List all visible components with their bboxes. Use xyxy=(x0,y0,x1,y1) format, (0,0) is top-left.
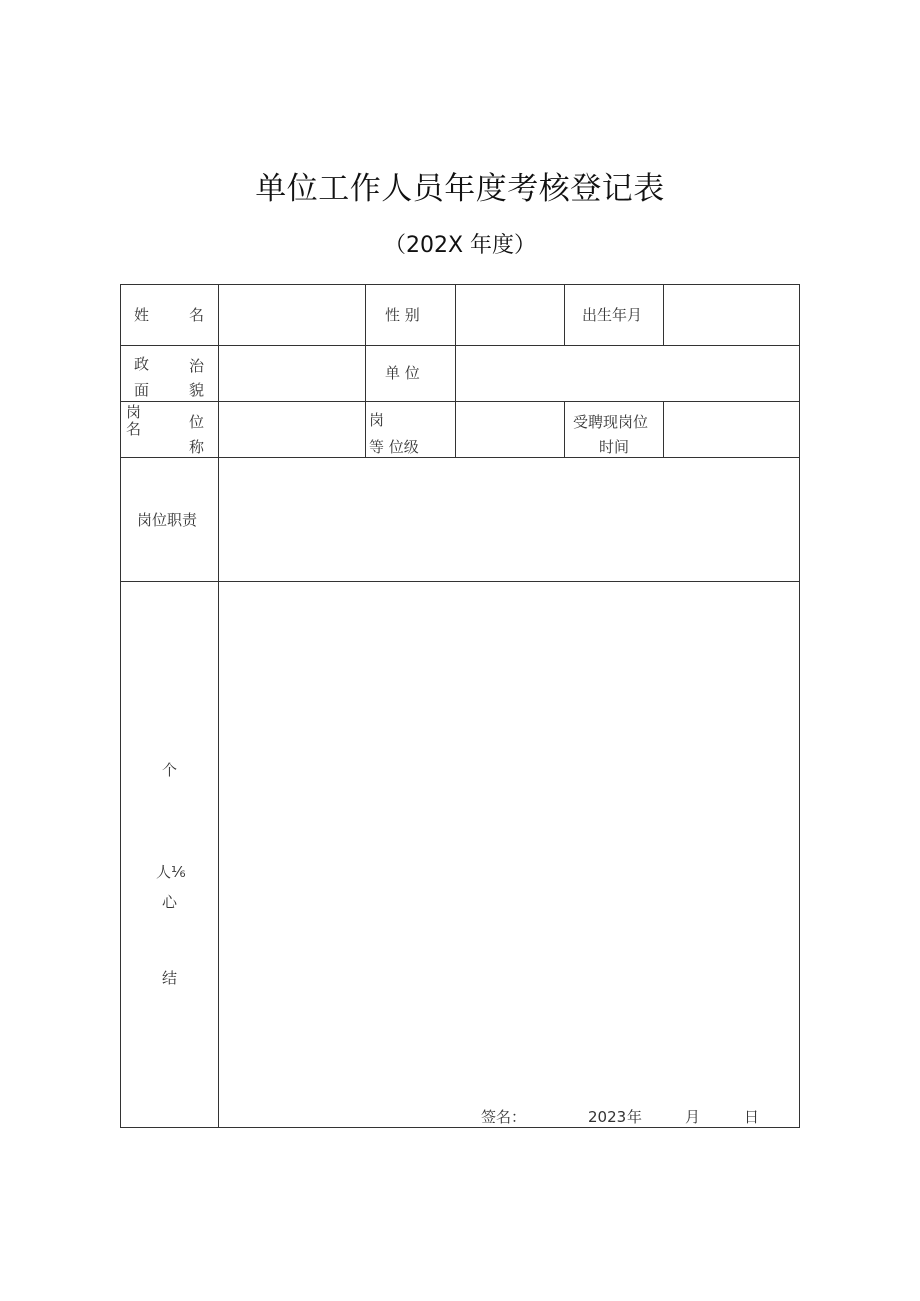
signature-year-unit: 年 xyxy=(627,1108,643,1126)
appraisal-form-table xyxy=(120,284,800,1128)
post-title-label: 岗 xyxy=(126,403,142,421)
birth-date-field[interactable] xyxy=(664,286,799,345)
signature-day-unit: 日 xyxy=(744,1108,760,1126)
political-status-label: 面 xyxy=(134,381,150,399)
summary-label: 人⅙ xyxy=(156,863,186,881)
summary-field[interactable] xyxy=(219,582,799,1102)
post-grade-label: 等 位级 xyxy=(369,438,419,456)
form-title: 单位工作人员年度考核登记表 xyxy=(255,171,665,207)
name-field[interactable] xyxy=(219,286,365,345)
hire-time-label: 受聘现岗位 xyxy=(573,413,649,431)
birth-date-label: 出生年月 xyxy=(582,306,643,324)
political-status-label: 貌 xyxy=(189,381,205,399)
post-title-label: 名 xyxy=(126,420,142,438)
post-title-label: 称 xyxy=(189,438,205,456)
hire-time-label: 时间 xyxy=(599,438,630,456)
duties-field[interactable] xyxy=(219,458,799,581)
unit-field[interactable] xyxy=(456,346,799,401)
hire-time-field[interactable] xyxy=(664,402,799,457)
post-title-label: 位 xyxy=(189,413,205,431)
summary-label: 心 xyxy=(162,893,178,911)
signature-year: 2023 xyxy=(588,1108,627,1126)
name-label: 名 xyxy=(189,306,205,324)
political-status-field[interactable] xyxy=(219,346,365,401)
unit-label: 单 位 xyxy=(385,364,420,382)
col-divider xyxy=(365,285,366,457)
post-grade-field[interactable] xyxy=(456,402,564,457)
post-title-field[interactable] xyxy=(219,402,365,457)
col-divider xyxy=(564,401,565,457)
post-grade-label: 岗 xyxy=(369,411,385,429)
form-subtitle: （202X 年度） xyxy=(383,233,537,258)
signature-month-unit: 月 xyxy=(685,1108,701,1126)
name-label: 姓 xyxy=(134,306,150,324)
col-divider xyxy=(564,285,565,345)
gender-field[interactable] xyxy=(456,286,564,345)
signature-label: 签名： xyxy=(481,1108,527,1126)
gender-label: 性 别 xyxy=(385,306,420,324)
duties-label: 岗位职责 xyxy=(137,511,198,529)
political-status-label: 治 xyxy=(189,357,205,375)
summary-label: 个 xyxy=(162,761,178,779)
summary-label: 结 xyxy=(162,969,178,987)
political-status-label: 政 xyxy=(134,355,150,373)
